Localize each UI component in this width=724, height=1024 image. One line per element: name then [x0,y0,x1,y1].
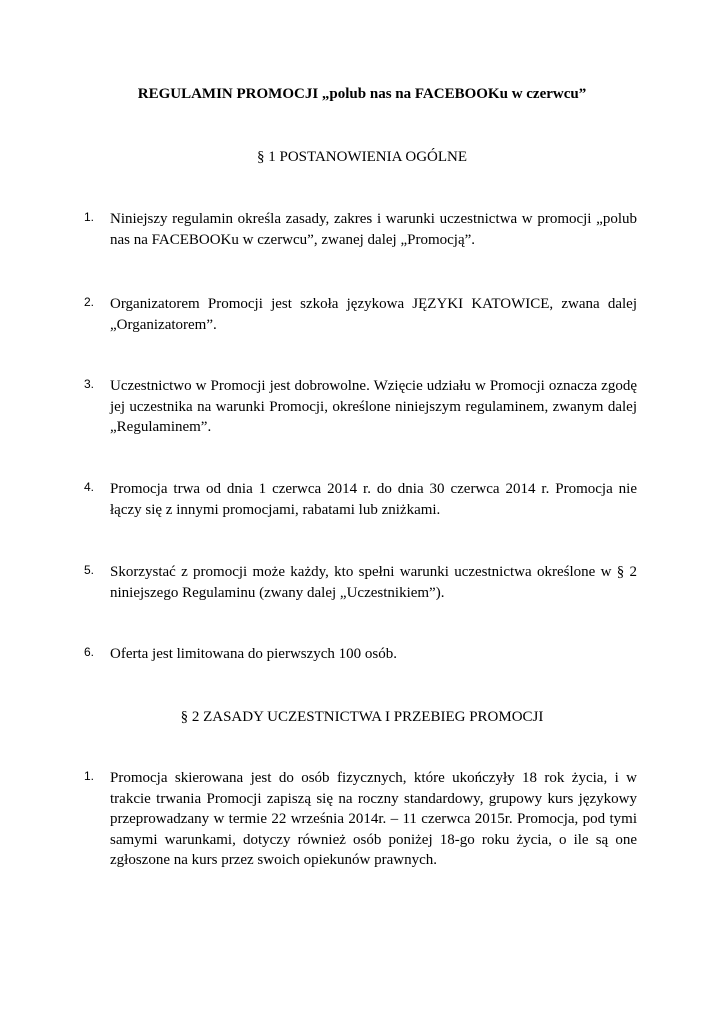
list-item-number: 1. [84,210,95,224]
section-2-heading: § 2 ZASADY UCZESTNICTWA I PRZEBIEG PROMOCJI [180,709,544,725]
list-item-text: Promocja skierowana jest do osób fizycznych, które ukończyły 18 rok życia, i w trakcie trwania Promocji zapiszą się na roczny standardowy, grupowy kurs językowy przeprowadzany w termie 22 września 2014r. – 11 czerwca 2015r. Promocja, pod tymi samymi warunkami, dotyczy również osób poniżej 18-go roku życia, o ile są one zgłoszone na kurs przez swoich opiekunów prawnych. [110,770,637,868]
list-item-text: Oferta jest limitowana do pierwszych 100 osób. [110,646,398,662]
list-item-text: Organizatorem Promocji jest szkoła językowa JĘZYKI KATOWICE, zwana dalej „Organizatorem”. [110,296,637,333]
list-item-number: 3. [84,377,95,391]
list-item-text: Skorzystać z promocji może każdy, kto spełni warunki uczestnictwa określone w § 2 niniejszego Regulaminu (zwany dalej „Uczestnikiem”). [110,564,637,601]
document-title: REGULAMIN PROMOCJI „polub nas na FACEBOOKu w czerwcu” [137,86,587,102]
list-item-text: Niniejszy regulamin określa zasady, zakres i warunki uczestnictwa w promocji „polub nas na FACEBOOKu w czerwcu”, zwanej dalej „Promocją”. [110,211,637,248]
list-item-number: 5. [84,563,95,577]
list-item-text: Uczestnictwo w Promocji jest dobrowolne. Wzięcie udziału w Promocji oznacza zgodę jej uczestnika na warunki Promocji, określone niniejszym regulaminem, zwanym dalej „Regulaminem”. [110,378,637,435]
list-item-text: Promocja trwa od dnia 1 czerwca 2014 r. do dnia 30 czerwca 2014 r. Promocja nie łączy się z innymi promocjami, rabatami lub zniżkami. [110,481,637,518]
list-item-number: 4. [84,480,95,494]
list-item-number: 2. [84,295,95,309]
list-item-number: 1. [84,769,95,783]
section-1-heading: § 1 POSTANOWIENIA OGÓLNE [256,149,468,165]
list-item-number: 6. [84,645,95,659]
